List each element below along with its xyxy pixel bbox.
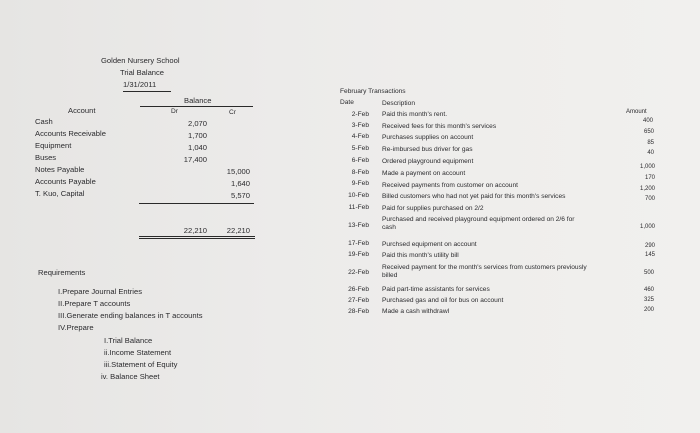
transaction-date: 2-Feb	[351, 111, 369, 118]
requirement-item: I.Prepare Journal Entries	[58, 287, 142, 296]
report-date: 1/31/2011	[123, 80, 157, 89]
cr-amount: 15,000	[226, 167, 250, 176]
transaction-amount: 1,000	[639, 164, 655, 170]
account-name: Buses	[35, 153, 57, 162]
transaction-date: 11-Feb	[348, 204, 369, 211]
cr-amount: 5,570	[230, 191, 250, 200]
transaction-amount: 1,000	[639, 224, 655, 230]
transaction-date: 28-Feb	[348, 308, 369, 315]
requirement-subitem: iv. Balance Sheet	[101, 372, 160, 381]
dr-amount: 17,400	[183, 155, 207, 164]
transaction-amount: 40	[647, 150, 654, 156]
transaction-date: 26-Feb	[348, 286, 369, 293]
transaction-date: 3-Feb	[351, 122, 369, 129]
dr-amount: 1,700	[187, 131, 207, 140]
transaction-date: 10-Feb	[348, 192, 369, 199]
transaction-description	[382, 216, 574, 232]
transaction-date: 27-Feb	[348, 297, 369, 304]
account-name: Equipment	[35, 141, 72, 150]
dr-amount: 1,040	[187, 143, 207, 152]
description-line: billed	[382, 272, 398, 279]
requirement-subitem: ii.Income Statement	[104, 348, 172, 357]
dr-amount: 2,070	[187, 119, 207, 128]
transaction-date: 17-Feb	[348, 240, 369, 247]
description-line: Received payment for the month's services from customers previously	[382, 264, 587, 271]
requirement-item: III.Generate ending balances in T accounts	[58, 311, 203, 320]
requirement-item: II.Prepare T accounts	[58, 299, 131, 308]
total-rule-top	[139, 236, 255, 237]
transaction-description: Ordered playground equipment	[382, 158, 474, 165]
transaction-amount: 700	[644, 196, 655, 202]
transaction-date: 13-Feb	[348, 222, 369, 229]
transaction-date: 8-Feb	[351, 169, 369, 176]
transaction-description: Paid this month's utility bill	[382, 252, 459, 259]
transaction-description	[382, 264, 587, 280]
transaction-description: Re-imbursed bus driver for gas	[382, 146, 473, 153]
transaction-date: 5-Feb	[351, 145, 369, 152]
account-name: Notes Payable	[35, 165, 85, 174]
company-name: Golden Nursery School	[101, 56, 180, 65]
transaction-description: Made a payment on account	[382, 170, 466, 177]
requirement-subitem: iii.Statement of Equity	[104, 360, 178, 369]
account-name: Accounts Receivable	[35, 129, 106, 138]
transaction-amount: 145	[644, 252, 655, 258]
transaction-description: Paid part-time assistants for services	[382, 286, 490, 293]
report-title: Trial Balance	[120, 68, 165, 77]
transaction-date: 6-Feb	[351, 157, 369, 164]
transaction-amount: 500	[643, 270, 654, 276]
date-header: Date	[340, 99, 354, 106]
transaction-description: Paid for supplies purchased on 2/2	[382, 205, 484, 212]
transaction-description: Received payments from customer on account	[382, 182, 518, 189]
cr-header: Cr	[229, 109, 236, 116]
transaction-date: 9-Feb	[351, 180, 369, 187]
transaction-amount: 85	[647, 140, 654, 146]
transaction-amount: 170	[644, 175, 655, 181]
total-dr: 22,210	[183, 226, 207, 235]
transaction-amount: 200	[643, 307, 654, 313]
description-header: Description	[382, 100, 415, 107]
requirements-heading: Requirements	[38, 268, 86, 277]
amount-header: Amount	[626, 109, 647, 115]
header-rule	[140, 106, 253, 107]
cr-amount: 1,640	[230, 179, 250, 188]
transaction-amount: 650	[643, 129, 654, 135]
transaction-amount: 460	[643, 287, 654, 293]
transaction-description: Made a cash withdrawl	[382, 308, 450, 315]
dr-header: Dr	[171, 108, 178, 115]
transaction-description: Paid this month's rent.	[382, 111, 448, 118]
transaction-description: Purchases supplies on account	[382, 134, 474, 141]
subtotal-rule	[139, 203, 254, 204]
title-underline	[123, 91, 171, 92]
description-line: cash	[382, 224, 396, 231]
transaction-description: Purchased gas and oil for bus on account	[382, 297, 504, 304]
transaction-amount: 1,200	[639, 186, 655, 192]
total-rule-bottom	[139, 238, 255, 239]
transaction-date: 22-Feb	[348, 269, 369, 276]
transaction-amount: 290	[644, 243, 655, 249]
balance-header: Balance	[184, 96, 212, 105]
transaction-description: Received fees for this month's services	[382, 123, 497, 130]
account-name: Accounts Payable	[35, 177, 96, 186]
requirement-item: IV.Prepare	[58, 323, 94, 332]
total-cr: 22,210	[226, 226, 250, 235]
transaction-date: 19-Feb	[348, 251, 369, 258]
transaction-description: Billed customers who had not yet paid for this month's services	[382, 193, 566, 200]
account-name: Cash	[35, 117, 53, 126]
account-header: Account	[68, 106, 96, 115]
transaction-description: Purchsed equipment on account	[382, 241, 477, 248]
transactions-heading: February Transactions	[340, 88, 406, 95]
transaction-amount: 325	[643, 297, 654, 303]
transaction-date: 4-Feb	[351, 133, 369, 140]
requirement-subitem: I.Trial Balance	[104, 336, 153, 345]
account-name: T. Kuo, Capital	[35, 189, 85, 198]
transaction-amount: 400	[642, 118, 653, 124]
description-line: Purchased and received playground equipment ordered on 2/6 for	[382, 216, 575, 223]
